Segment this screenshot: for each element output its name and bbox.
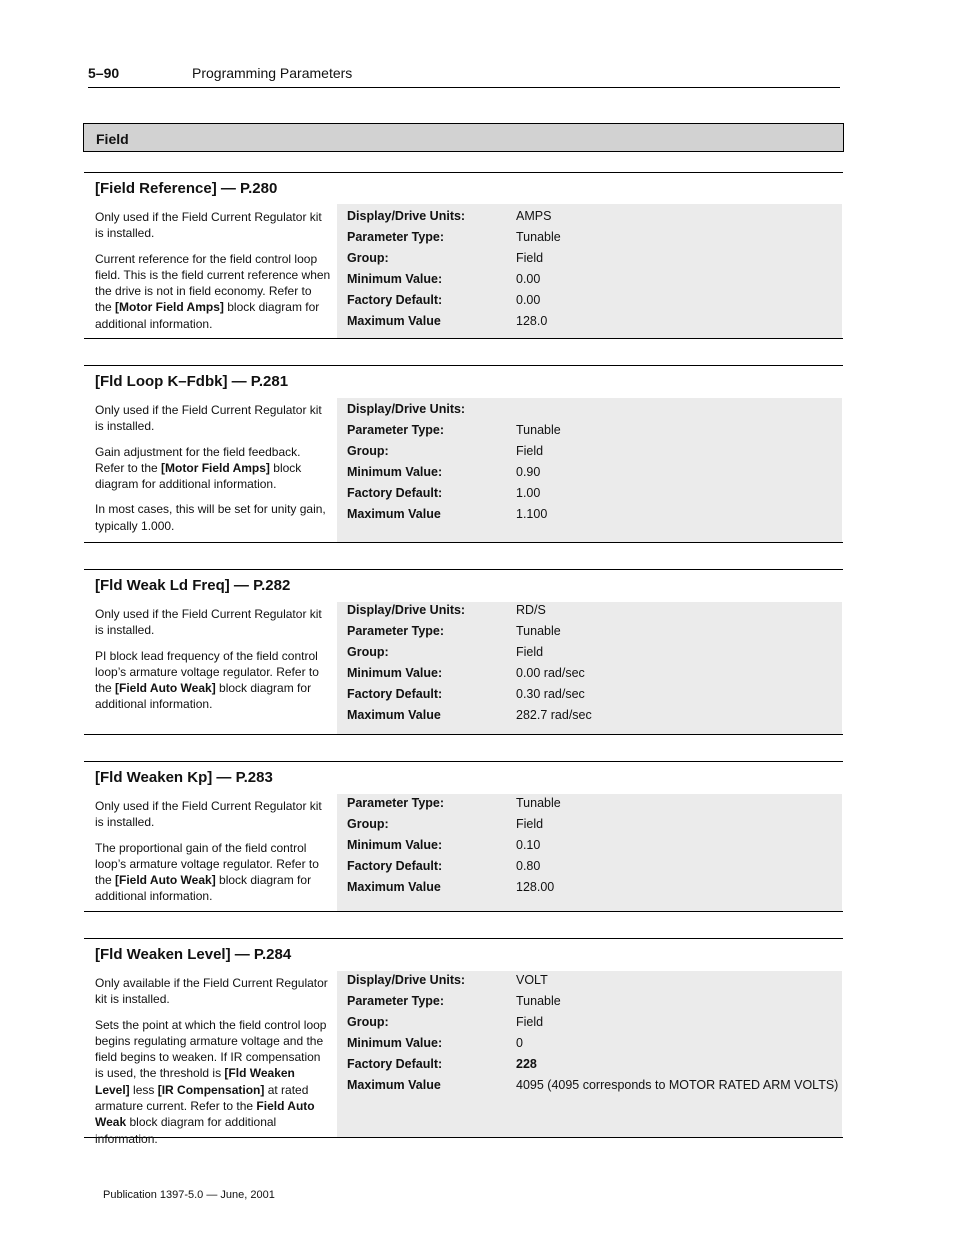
parameter-title: [Fld Weaken Level] — P.284 [95,946,292,963]
attribute-row [347,687,842,707]
attribute-value: Field [516,1015,544,1029]
description-paragraph [95,840,331,905]
parameter-block [84,365,843,543]
attribute-value: 0.30 rad/sec [516,687,585,701]
attribute-row [347,1015,842,1035]
parameter-block [84,172,843,339]
parameter-description [95,798,331,914]
attribute-row [347,293,842,313]
description-paragraph [95,1017,331,1147]
description-text: at rated armature current. Refer to the [95,1082,309,1114]
parameter-title: [Fld Loop K–Fdbk] — P.281 [95,373,289,390]
parameter-title: [Fld Weak Ld Freq] — P.282 [95,577,291,594]
attribute-row [347,1036,842,1056]
description-paragraph [95,798,331,831]
attribute-value: 0.00 [516,272,541,286]
attribute-label: Group: [347,444,389,458]
attribute-row [347,796,842,816]
page-number: 5–90 [88,65,120,81]
attribute-value: 0.00 [516,293,541,307]
description-paragraph [95,648,331,713]
parameter-title: [Field Reference] — P.280 [95,180,278,197]
description-text: Only used if the Field Current Regulator kit is installed. [95,210,322,241]
attribute-row [347,314,842,334]
parameter-attributes [337,602,842,734]
attribute-value: 0.80 [516,859,541,873]
attribute-value: 228 [516,1057,537,1071]
description-text: The proportional gain of the field control loop’s armature voltage regulator. Refer to the [95,840,319,888]
description-text: block diagram for additional information. [95,460,302,492]
parameter-description [95,606,331,722]
section-bar [83,123,844,152]
description-paragraph [95,975,331,1008]
attribute-row [347,507,842,527]
attribute-label: Group: [347,251,389,265]
attribute-value: VOLT [516,973,548,987]
attribute-row [347,645,842,665]
attribute-row [347,209,842,229]
parameter-block [84,761,843,912]
attribute-value: RD/S [516,603,546,617]
parameter-title: [Fld Weaken Kp] — P.283 [95,769,273,786]
attribute-row [347,251,842,271]
parameter-description [95,209,331,341]
section-title: Field [96,131,129,147]
parameter-attributes [337,971,842,1137]
footer-publication: Publication 1397-5.0 — June, 2001 [103,1189,275,1201]
attribute-label: Maximum Value [347,880,441,894]
attribute-row [347,973,842,993]
attribute-row [347,859,842,879]
description-paragraph [95,444,331,493]
attribute-label: Parameter Type: [347,423,445,437]
attribute-label: Maximum Value [347,708,441,722]
attribute-label: Display/Drive Units: [347,973,466,987]
attribute-label: Minimum Value: [347,1036,443,1050]
attribute-value: Tunable [516,994,561,1008]
description-text: PI block lead frequency of the field control loop’s armature voltage regulator. Refer to the [95,648,319,696]
attribute-row [347,230,842,250]
description-text: Only available if the Field Current Regulator kit is installed. [95,976,328,1007]
attribute-label: Display/Drive Units: [347,402,466,416]
parameter-reference: Field Auto Weak [95,1099,315,1130]
description-text: block diagram for additional information. [95,681,312,712]
description-text: Sets the point at which the field control loop begins regulating armature voltage and the field begins to weaken. If IR compensation is used, the threshold is [95,1017,327,1081]
attribute-label: Display/Drive Units: [347,209,466,223]
parameter-reference: [Motor Field Amps] [161,460,270,475]
attribute-value: AMPS [516,209,552,223]
attribute-label: Parameter Type: [347,796,445,810]
attribute-value: 4095 (4095 corresponds to MOTOR RATED ARM VOLTS) [516,1078,839,1092]
parameter-description [95,402,331,543]
attribute-row [347,708,842,728]
attribute-label: Parameter Type: [347,230,445,244]
description-paragraph [95,209,331,242]
parameter-attributes [337,794,842,911]
description-text: Only used if the Field Current Regulator kit is installed. [95,403,322,434]
page-header [88,63,840,88]
attribute-label: Factory Default: [347,859,443,873]
attribute-row [347,272,842,292]
attribute-label: Group: [347,1015,389,1029]
description-text: Only used if the Field Current Regulator kit is installed. [95,607,322,638]
attribute-label: Factory Default: [347,687,443,701]
attribute-value: Tunable [516,624,561,638]
attribute-row [347,1078,842,1098]
attribute-label: Group: [347,645,389,659]
description-text: Current reference for the field control loop field. This is the field current reference when the drive is not in field economy. Refer to the [95,251,331,315]
attribute-label: Minimum Value: [347,666,443,680]
attribute-value: 1.100 [516,507,548,521]
attribute-row [347,402,842,422]
parameter-block [84,938,843,1146]
description-paragraph [95,501,331,534]
parameter-attributes [337,204,842,338]
attribute-value: 0.10 [516,838,541,852]
attribute-value: Field [516,444,544,458]
description-paragraph [95,606,331,639]
attribute-row [347,666,842,686]
attribute-row [347,603,842,623]
attribute-value: Tunable [516,796,561,810]
attribute-label: Maximum Value [347,507,441,521]
parameter-reference: [Field Auto Weak] [115,873,216,888]
attribute-value: 282.7 rad/sec [516,708,592,722]
description-text: less [129,1082,158,1097]
attribute-label: Factory Default: [347,293,443,307]
description-paragraph [95,402,331,435]
description-text: In most cases, this will be set for unity gain, typically 1.000. [95,502,326,533]
parameter-reference: [Field Auto Weak] [115,681,216,696]
attribute-label: Minimum Value: [347,838,443,852]
attribute-row [347,486,842,506]
attribute-row [347,465,842,485]
attribute-value: 128.00 [516,880,555,894]
attribute-value: Field [516,645,544,659]
attribute-value: 128.0 [516,314,548,328]
attribute-label: Minimum Value: [347,272,443,286]
attribute-value: 0 [516,1036,523,1050]
description-text: Gain adjustment for the field feedback. Refer to the [95,444,301,475]
attribute-row [347,994,842,1014]
parameter-block [84,569,843,735]
attribute-row [347,880,842,900]
description-paragraph [95,251,331,332]
attribute-value: Tunable [516,423,561,437]
attribute-value: 0.00 rad/sec [516,666,585,680]
attribute-row [347,838,842,858]
description-text: block diagram for additional information. [95,873,312,904]
attribute-label: Parameter Type: [347,624,445,638]
parameter-description [95,975,331,1156]
attribute-label: Group: [347,817,389,831]
attribute-label: Factory Default: [347,1057,443,1071]
attribute-value: Field [516,817,544,831]
parameter-reference: [Fld Weaken Level] [95,1066,295,1097]
attribute-row [347,423,842,443]
attribute-value: Tunable [516,230,561,244]
description-text: Only used if the Field Current Regulator kit is installed. [95,799,322,830]
attribute-value: 1.00 [516,486,541,500]
parameter-reference: [Motor Field Amps] [115,300,224,315]
attribute-row [347,624,842,644]
attribute-label: Parameter Type: [347,994,445,1008]
attribute-label: Minimum Value: [347,465,443,479]
parameter-reference: [IR Compensation] [157,1082,265,1097]
attribute-label: Display/Drive Units: [347,603,466,617]
attribute-row [347,1057,842,1077]
description-text: block diagram for additional information. [95,1115,277,1146]
parameter-attributes [337,398,842,542]
attribute-row [347,817,842,837]
attribute-value: Field [516,251,544,265]
attribute-row [347,444,842,464]
attribute-value: 0.90 [516,465,541,479]
attribute-label: Factory Default: [347,486,443,500]
description-text: block diagram for additional information. [95,300,320,331]
attribute-label: Maximum Value [347,314,441,328]
attribute-label: Maximum Value [347,1078,441,1092]
running-title: Programming Parameters [192,65,353,81]
